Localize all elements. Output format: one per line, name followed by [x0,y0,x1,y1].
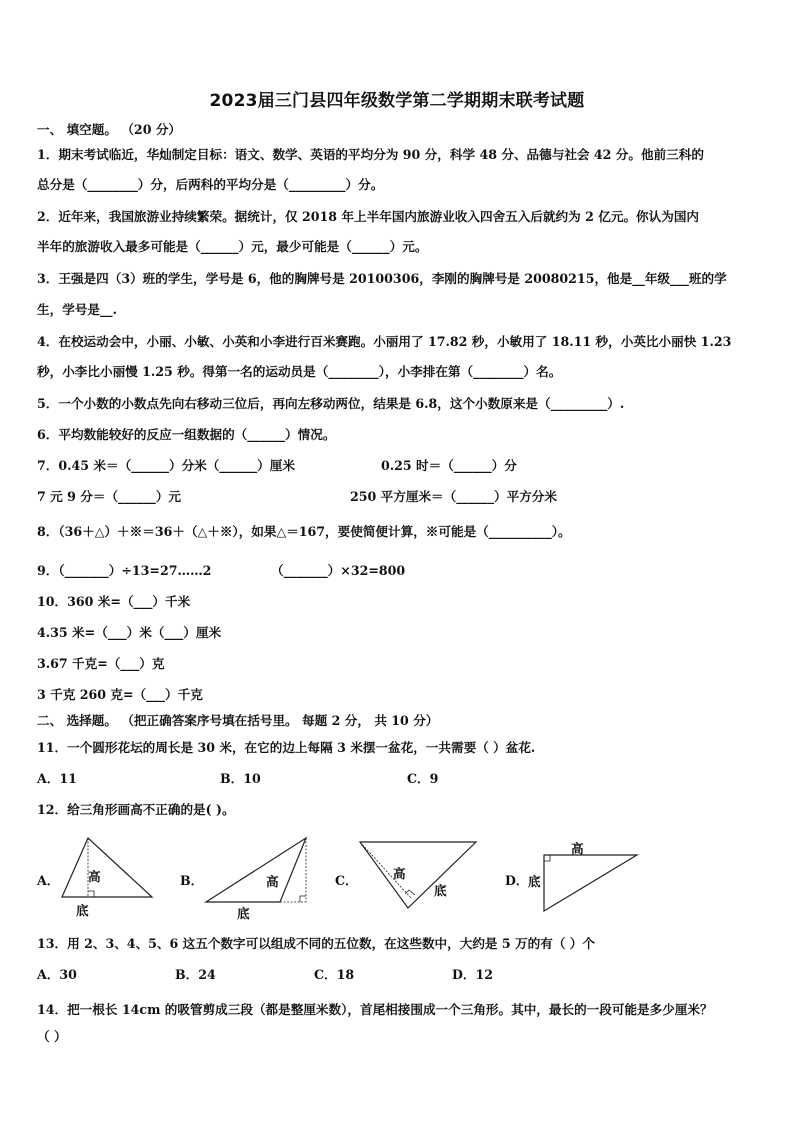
triangle-c-outline [360,842,476,908]
triangle-a-base-label: 底 [76,903,89,918]
section-heading-choice: 二、 选择题。 （把正确答案序号填在括号里。 每题 2 分， 共 10 分） [37,713,439,728]
q7-part-c: 7 元 9 分＝（______）元 [37,489,182,504]
q9-part-b: （_______）×32=800 [271,563,406,578]
q6: 6．平均数能较好的反应一组数据的（______）情况。 [37,427,336,442]
q4-line1: 4．在校运动会中，小丽、小敏、小英和小李进行百米赛跑。小丽用了 17.82 秒，小敏用了 18.11 秒，小英比小丽快 1.23 [37,334,732,349]
q12-figure-c [358,838,478,918]
q14-line1: 14．把一根长 14cm 的吸管剪成三段（都是整厘米数），首尾相接围成一个三角形。其中，最长的一段可能是多少厘米？ [37,1002,713,1017]
q7-part-b: 0.25 时＝（______）分 [381,458,517,473]
q11-option-c: C．9 [407,771,439,786]
section-heading-fill-blank: 一、 填空题。 （20 分） [37,122,182,137]
q10-b: 4.35 米=（___）米（___）厘米 [37,625,222,640]
q10-a: 10．360 米=（___）千米 [37,594,191,609]
q14-line2: （ ） [37,1029,67,1044]
q10-d: 3 千克 260 克=（___）千克 [37,687,203,702]
triangle-b-diagram [204,838,314,918]
q7-part-d: 250 平方厘米＝（______）平方分米 [350,489,557,504]
q12-option-c-label: C． [335,873,358,888]
q7-part-a: 7．0.45 米＝（______）分米（______）厘米 [37,458,295,473]
q11-option-b: B．10 [220,771,261,786]
q13-option-d: D．12 [452,967,494,982]
q12-option-b-label: B． [180,873,204,888]
triangle-a-diagram [60,838,156,918]
triangle-d-right-angle [544,855,550,861]
q2-line1: 2．近年来，我国旅游业持续繁荣。据统计，仅 2018 年上半年国内旅游业收入四舍五入后就约为 2 亿元。你认为国内 [37,209,700,224]
q12-figure-b [204,838,314,921]
q12-option-d-label: D． [505,873,529,888]
triangle-c-base-label: 底 [434,883,447,898]
triangle-a-outline [62,838,152,897]
triangle-d-height-label: 高 [571,841,584,856]
page-title: 2023届三门县四年级数学第二学期期末联考试题 [209,91,585,111]
triangle-d-outline [544,855,637,911]
triangle-d-diagram [526,838,642,918]
triangle-b-height-label: 高 [266,874,279,889]
q2-line2: 半年的旅游收入最多可能是（______）元，最少可能是（______）元。 [37,239,428,254]
triangle-c-right-angle [405,890,415,895]
triangle-c-diagram [358,838,478,918]
q9-part-a: 9．（_______）÷13=27……2 [37,563,212,578]
q12-option-a-label: A． [37,873,60,888]
triangle-c-height-label: 高 [393,866,406,881]
q11-stem: 11．一个圆形花坛的周长是 30 米，在它的边上每隔 3 米摆一盆花，一共需要（ ）盆花. [37,740,536,755]
triangle-a-right-angle [88,891,94,897]
q3-line2: 生，学号是__. [37,302,117,317]
q3-line1: 3．王强是四（3）班的学生，学号是 6，他的胸牌号是 20100306，李刚的胸牌号是 20080215，他是__年级___班的学 [37,271,727,286]
q13-option-b: B．24 [175,967,216,982]
q10-c: 3.67 千克=（___）克 [37,656,165,671]
q13-option-c: C．18 [314,967,355,982]
q12-figure-a [60,838,156,918]
triangle-b-right-angle [300,896,306,902]
q11-option-a: A．11 [37,771,77,786]
q13-option-a: A．30 [37,967,77,982]
triangle-a-height-label: 高 [88,869,101,884]
q5: 5．一个小数的小数点先向右移动三位后，再向左移动两位，结果是 6.8，这个小数原来是（_________）. [37,396,625,411]
q1-line2: 总分是（________）分，后两科的平均分是（_________）分。 [37,177,384,192]
q8: 8．（36＋△）＋※＝36＋（△＋※），如果△＝167，要使简便计算，※可能是（__________）。 [37,524,571,539]
q1-line1: 1．期末考试临近，华灿制定目标：语文、数学、英语的平均分为 90 分，科学 48 分、品德与社会 42 分。他前三科的 [37,147,704,162]
q12-stem: 12．给三角形画高不正确的是( )。 [37,802,235,817]
q13-stem: 13．用 2、3、4、5、6 这五个数字可以组成不同的五位数，在这些数中，大约是 5 万的有（ ）个 [37,936,595,951]
triangle-b-base-label: 底 [237,906,250,921]
q12-figure-d [526,838,642,918]
triangle-b-outline [206,838,306,902]
q4-line2: 秒，小李比小丽慢 1.25 秒。得第一名的运动员是（________），小李排在第（________）名。 [37,364,562,379]
triangle-d-base-label: 底 [528,874,541,889]
